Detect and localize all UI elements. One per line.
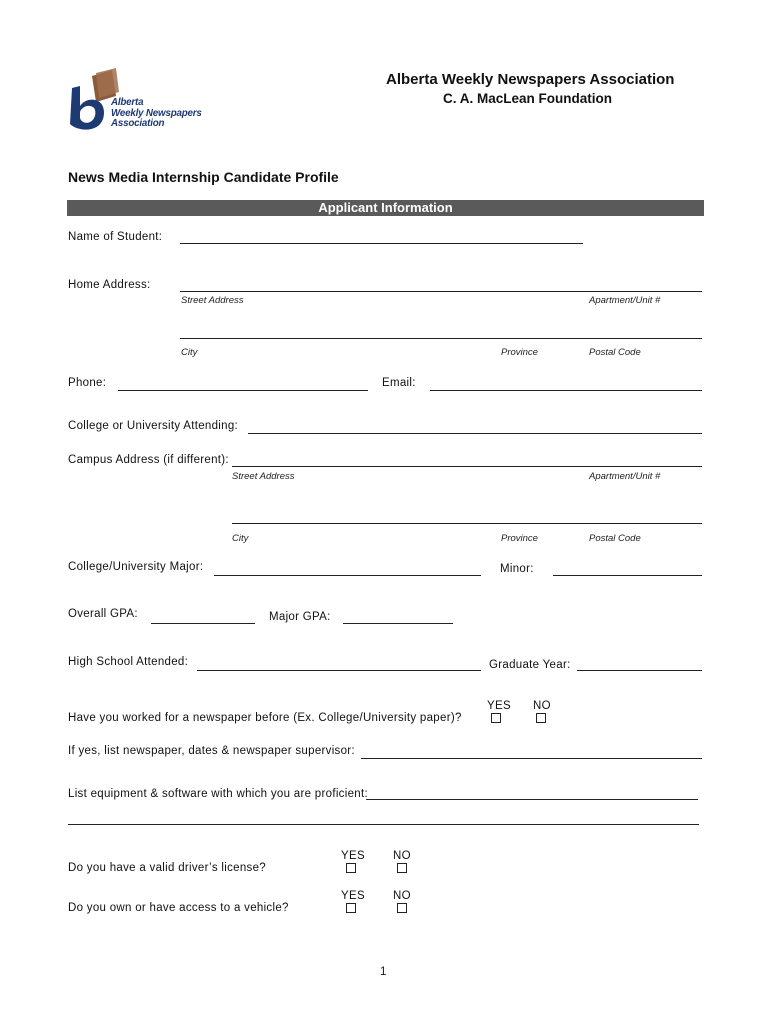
overall-gpa-field[interactable] bbox=[151, 623, 255, 624]
campus-postal-caption: Postal Code bbox=[589, 533, 641, 544]
name-field[interactable] bbox=[180, 243, 583, 244]
logo-line-3: Association bbox=[111, 118, 165, 129]
drivers-license-yes-checkbox[interactable] bbox=[346, 863, 356, 873]
high-school-field[interactable] bbox=[197, 670, 481, 671]
email-label: Email: bbox=[382, 377, 416, 389]
campus-province-caption: Province bbox=[501, 533, 538, 544]
campus-apartment-caption: Apartment/Unit # bbox=[589, 471, 661, 482]
campus-city-caption: City bbox=[232, 533, 249, 544]
equipment-label: List equipment & software with which you are proficient: bbox=[68, 788, 368, 800]
drivers-license-question: Do you have a valid driver’s license? bbox=[68, 862, 266, 874]
vehicle-question: Do you own or have access to a vehicle? bbox=[68, 902, 289, 914]
major-gpa-label: Major GPA: bbox=[269, 611, 331, 623]
graduate-year-label: Graduate Year: bbox=[489, 659, 571, 671]
major-label: College/University Major: bbox=[68, 561, 204, 573]
campus-address-label: Campus Address (if different): bbox=[68, 454, 229, 466]
high-school-label: High School Attended: bbox=[68, 656, 189, 668]
if-yes-label: If yes, list newspaper, dates & newspaper supervisor: bbox=[68, 745, 355, 757]
phone-label: Phone: bbox=[68, 377, 107, 389]
home-street-field[interactable] bbox=[180, 291, 702, 292]
if-yes-field[interactable] bbox=[361, 758, 702, 759]
form-title: News Media Internship Candidate Profile bbox=[68, 169, 339, 185]
drivers-license-no-checkbox[interactable] bbox=[397, 863, 407, 873]
yes-label-license: YES bbox=[341, 850, 365, 862]
no-label-vehicle: NO bbox=[393, 890, 411, 902]
page-number: 1 bbox=[380, 966, 387, 978]
logo-line-2: Weekly Newspapers bbox=[111, 107, 202, 119]
email-field[interactable] bbox=[430, 390, 702, 391]
minor-label: Minor: bbox=[500, 563, 534, 575]
logo-line-1: Alberta bbox=[111, 97, 144, 108]
foundation-name: C. A. MacLean Foundation bbox=[443, 91, 613, 106]
home-street-caption: Street Address bbox=[181, 295, 244, 306]
equipment-field-2[interactable] bbox=[68, 824, 699, 825]
name-label: Name of Student: bbox=[68, 231, 163, 243]
home-province-caption: Province bbox=[501, 347, 538, 358]
home-city-caption: City bbox=[181, 347, 198, 358]
worked-newspaper-question: Have you worked for a newspaper before (Ex. College/University paper)? bbox=[68, 712, 462, 724]
home-apartment-caption: Apartment/Unit # bbox=[589, 295, 661, 306]
overall-gpa-label: Overall GPA: bbox=[68, 608, 138, 620]
vehicle-yes-checkbox[interactable] bbox=[346, 903, 356, 913]
campus-street-caption: Street Address bbox=[232, 471, 295, 482]
logo-text bbox=[111, 98, 202, 130]
college-label: College or University Attending: bbox=[68, 420, 239, 432]
no-label-license: NO bbox=[393, 850, 411, 862]
yes-label-newspaper: YES bbox=[487, 700, 511, 712]
phone-field[interactable] bbox=[118, 390, 368, 391]
home-address-label: Home Address: bbox=[68, 279, 151, 291]
worked-newspaper-no-checkbox[interactable] bbox=[536, 713, 546, 723]
worked-newspaper-yes-checkbox[interactable] bbox=[491, 713, 501, 723]
no-label-newspaper: NO bbox=[533, 700, 551, 712]
section-header: Applicant Information bbox=[67, 200, 704, 216]
yes-label-vehicle: YES bbox=[341, 890, 365, 902]
home-postal-caption: Postal Code bbox=[589, 347, 641, 358]
major-field[interactable] bbox=[214, 575, 481, 576]
org-name: Alberta Weekly Newspapers Association bbox=[386, 71, 675, 88]
graduate-year-field[interactable] bbox=[577, 670, 702, 671]
minor-field[interactable] bbox=[553, 575, 702, 576]
home-city-field[interactable] bbox=[180, 338, 702, 339]
awna-logo bbox=[66, 68, 216, 136]
vehicle-no-checkbox[interactable] bbox=[397, 903, 407, 913]
major-gpa-field[interactable] bbox=[343, 623, 453, 624]
campus-city-field[interactable] bbox=[232, 523, 702, 524]
equipment-field-1[interactable] bbox=[366, 799, 698, 800]
campus-street-field[interactable] bbox=[232, 466, 702, 467]
college-field[interactable] bbox=[248, 433, 702, 434]
